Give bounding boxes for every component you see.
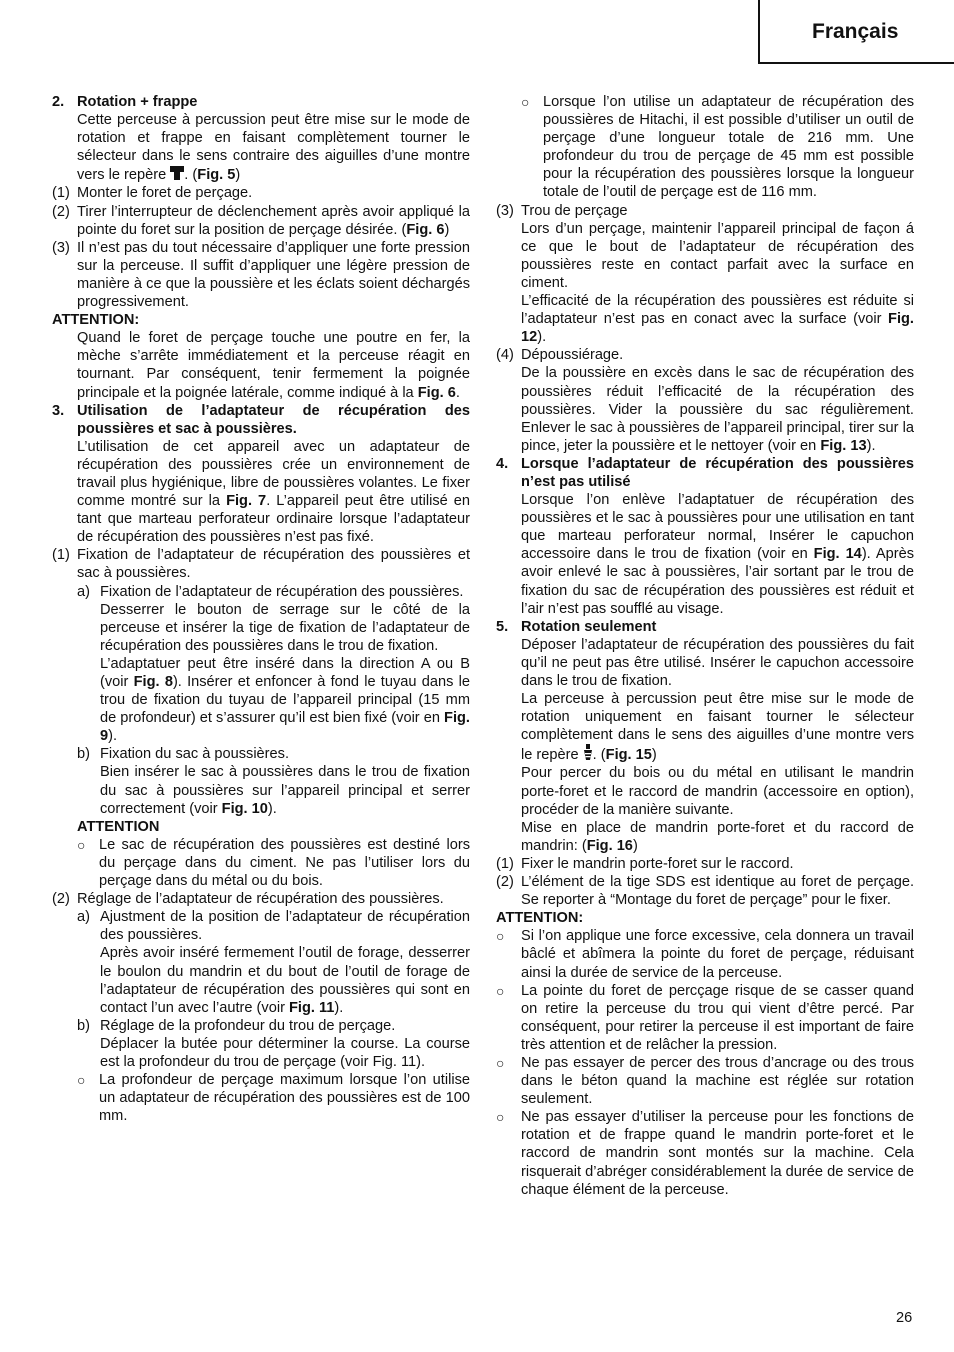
bullet-item: ○ Ne pas essayer d’utiliser la perceuse pour les fonctions de rotation et de frappe quand le mandrin porte-foret et le raccord de mandrin sont montés sur la machine. Cela risquerait d’abréger considérablement la durée de service de chaque élément de la perceuse. [496, 1109, 914, 1198]
attention-heading: ATTENTION [77, 818, 160, 835]
bullet-icon: ○ [496, 928, 505, 945]
list-item: (4) Dépoussiérage. De la poussière en excès dans le sac de récupération des poussières réduit l’efficacité de la récupération des poussières. Vider la poussière du sac régulièrement. Enlever le sac à poussières de l’appareil principal, tirer sur la pince, jeter la poussière et le nettoyer (voir en Fig. 13). [496, 347, 914, 454]
list-item: (2) Réglage de l’adaptateur de récupération des poussières. [52, 891, 444, 908]
bullet-item: ○ La profondeur de perçage maximum lorsque l’on utilise un adaptateur de récupération des poussières est de 100 mm. [77, 1072, 470, 1125]
list-item: (1) Monter le foret de perçage. [52, 185, 253, 202]
section-3: 3. Utilisation de l’adaptateur de récupération des poussières et sac à poussières. L’utilisation de cet appareil avec un adaptateur de récupération des poussières crée un environnement de travail plus hygiénique, libre de poussières volantes. Le fixer comme montré sur la Fig. 7. L’appareil peut être utilisé en tant que marteau perforateur ordinaire lorsque l’adaptateur de récupération des poussières n’est pas fixé. [52, 402, 471, 546]
bullet-icon: ○ [521, 94, 530, 110]
section-4: 4. Lorsque l’adaptateur de récupération des poussières n’est pas utilisé Lorsque l’on enlève l’adaptatuer de récupération des poussières et le sac à poussières pour une utilisation en tant que marteau perforateur normal, Insérer le capuchon accessoire dans le trou de fixation (voir en Fig. 14). Après avoir enlevé le sac à poussières, l’air sortant par le trou de fixation du sac de récupération des poussières est réduit et l’air n’est pas soufflé au visage. [496, 455, 915, 617]
sub-item: b) Réglage de la profondeur du trou de perçage. Déplacer la butée pour déterminer la course. La course est la profondeur du trou de perçage (voir Fig. 11). [77, 1017, 470, 1070]
language-label: Français [812, 20, 899, 43]
attention-heading: ATTENTION: [496, 910, 584, 927]
bullet-item: ○ Ne pas essayer de percer des trous d’ancrage ou des trous dans le béton quand la machine est réglée sur rotation seulement. [496, 1054, 914, 1108]
hammer-drill-icon [170, 165, 184, 181]
attention-heading: ATTENTION: [52, 312, 140, 329]
section-2 [52, 93, 470, 184]
attention-text: Quand le foret de perçage touche une poutre en fer, la mèche s’arrête immédiatement et la perceuse réagit en tournant. Par conséquent, tenir fermement la poignée principale et la poignée latérale, comme indiqué à la Fig. 6. [77, 330, 470, 401]
list-item: (1) Fixer le mandrin porte-foret sur le raccord. [496, 855, 794, 872]
bullet-item: ○ Lorsque l’on utilise un adaptateur de récupération des poussières de Hitachi, il est possible d’utiliser un outil de perçage d’une longueur totale de 216 mm. Une profondeur du trou de perçage de 45 mm est possible pour la récupération des poussières lorsque la longueur totale de l’outil de perçage est de 116 mm. [521, 94, 914, 201]
left-column [52, 93, 470, 1125]
list-item: (3) Trou de perçage Lors d’un perçage, maintenir l’appareil principal de façon á ce que le bout de l’adaptateur de récupération des poussières reste en contact parfait avec la surface en ciment. L’efficacité de la récupération des poussières est réduite si l’adaptateur n’est pas en conact avec la surface (voir Fig. 12). [496, 202, 914, 346]
section-number: 2. [52, 94, 65, 110]
bullet-icon: ○ [496, 1054, 505, 1071]
section-title: Utilisation de l’adaptateur de récupération des poussières et sac à poussières. [77, 402, 470, 437]
bullet-item: ○ Si l’on applique une force excessive, cela donnera un travail bâclé et abîmera la pointe du foret de perçage, réduisant ainsi la durée de service de la perceuse. [496, 928, 914, 981]
language-tab [758, 0, 954, 64]
list-item: (2) L’élément de la tige SDS est identique au foret de perçage. Se reporter à “Montage du foret de perçage” pour le fixer. [496, 874, 914, 909]
sub-item: a) Fixation de l’adaptateur de récupération des poussières. Desserrer le bouton de serrage sur le côté de la perceuse et insérer la tige de fixation de l’adaptateur de récupération des poussières dans le trou de fixation. L’adaptatuer peut être inséré dans la direction A ou B (voir Fig. 8). Insérer et enfoncer à fond le tuyau dans le trou de fixation du tuyau de l’appareil principal (15 mm de profondeur) et s’assurer qu’il est bien fixé (voir en Fig. 9). [77, 583, 470, 745]
right-column [496, 93, 914, 1199]
section-title: Rotation seulement [521, 618, 657, 635]
section-5: 5. Rotation seulement Déposer l’adaptateur de récupération des poussières du fait qu’il ne peut pas être utilisé. Insérer le capuchon accessoire dans le trou de fixation. La perceuse à percussion peut être mise sur le mode de rotation uniquement en faisant tourner le sélecteur complètement dans le sens des aiguilles d’une montre vers le repère . (Fig. 15) Pour percer du bois ou du métal en utilisant le mandrin porte-foret et le raccord de mandrin (accessoire en option), procéder de la manière suivante. Mise en place de mandrin porte-foret et du raccord de mandrin: (Fig. 16) [496, 618, 914, 854]
sub-item: b) Fixation du sac à poussières. Bien insérer le sac à poussières dans le trou de fixation du sac à poussières sur l’appareil principal et serrer correctement (voir Fig. 10). [77, 746, 470, 817]
list-item: (3) Il n’est pas du tout nécessaire d’appliquer une forte pression sur la perceuse. Il suffit d’appliquer une légère pression de manière à ce que la poussière et les éclats soient déchargés progressivement. [52, 239, 470, 311]
section-title: Lorsque l’adaptateur de récupération des poussières n’est pas utilisé [521, 455, 914, 490]
rotation-only-icon [583, 744, 593, 761]
section-title: Rotation + frappe [77, 94, 198, 110]
list-item: (1) Fixation de l’adaptateur de récupération des poussières et sac à poussières. [52, 547, 470, 582]
sub-item: a) Ajustment de la position de l’adaptateur de récupération des poussières. Après avoir inséré fermement l’outil de forage, desserrer le boulon du mandrin et du bout de l’outil de forage de l’adaptateur de récupération des poussières qui sont en contact l’un avec l’autre (voir Fig. 11). [77, 909, 470, 1016]
bullet-icon: ○ [77, 1072, 86, 1089]
bullet-icon: ○ [77, 836, 86, 853]
page-number: 26 [896, 1310, 913, 1326]
bullet-item: ○ La pointe du foret de percçage risque de se casser quand on retire la perceuse du trou qui vient d’être percé. Par conséquent, pour retirer la perceuse il est important de faire très attention et de relâcher la pression. [496, 982, 914, 1053]
section-2-text: Cette perceuse à percussion peut être mise sur le mode de rotation et frappe en faisant complètement tourner le sélecteur dans le sens contraire des aiguilles d’une montre vers le repère . (Fig. 5) [77, 112, 470, 184]
list-item: (2) Tirer l’interrupteur de déclenchement après avoir appliqué la pointe du foret sur la position de perçage désirée. (Fig. 6) [52, 203, 470, 238]
bullet-item: ○ Le sac de récupération des poussières est destiné lors du perçage dans du ciment. Ne pas l’utiliser lors du perçage dans du métal ou du bois. [77, 836, 470, 890]
bullet-icon: ○ [496, 1109, 505, 1126]
bullet-icon: ○ [496, 982, 505, 999]
